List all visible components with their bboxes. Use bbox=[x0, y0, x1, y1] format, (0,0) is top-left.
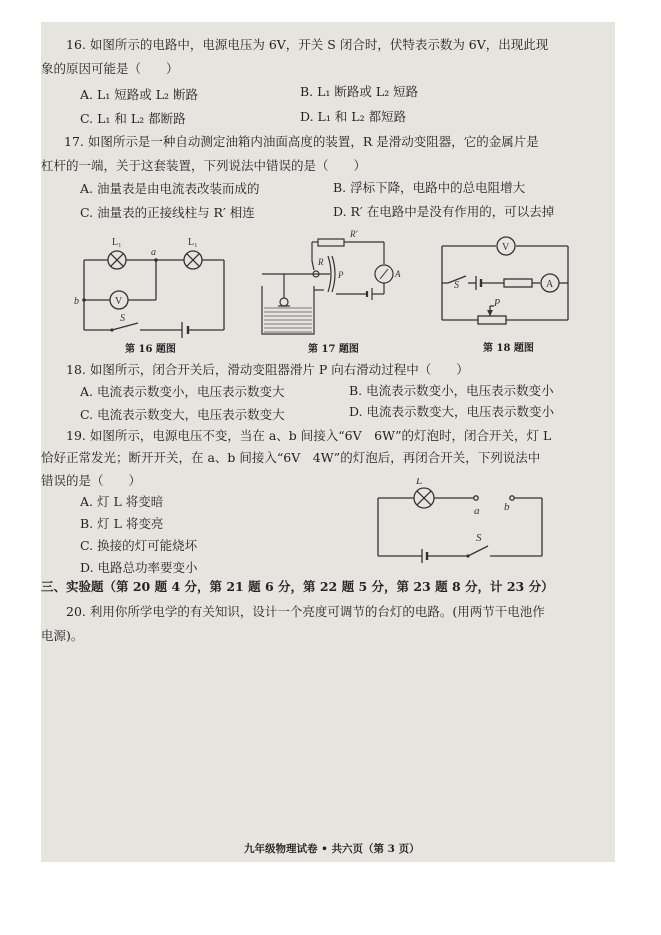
fig17-label-rprime: R′ bbox=[350, 229, 358, 239]
figure-18-caption: 第 18 题图 bbox=[483, 343, 534, 354]
figure-17-fuel-gauge bbox=[254, 226, 414, 344]
section-3-heading: 三、实验题（第 20 题 4 分，第 21 题 6 分，第 22 题 5 分，第 23 题 8 分，计 23 分） bbox=[41, 579, 554, 594]
figure-19-circuit bbox=[370, 478, 550, 568]
figure-18-circuit bbox=[434, 232, 574, 332]
figure-16-circuit bbox=[72, 232, 232, 344]
q19-option-c: C. 换接的灯可能烧坏 bbox=[80, 538, 198, 553]
q16-option-c: C. L₁ 和 L₂ 都断路 bbox=[80, 111, 186, 126]
fig16-label-a: a bbox=[151, 247, 156, 258]
q18-option-a: A. 电流表示数变小，电压表示数变大 bbox=[80, 384, 285, 399]
fig16-label-l2: L₁ bbox=[188, 237, 198, 248]
fig18-label-v: V bbox=[502, 242, 510, 253]
q19-option-d: D. 电路总功率要变小 bbox=[80, 560, 198, 575]
fig18-label-s: S bbox=[454, 280, 459, 291]
q18-option-b: B. 电流表示数变小，电压表示数变小 bbox=[349, 383, 554, 398]
figure-16-caption: 第 16 题图 bbox=[125, 344, 176, 355]
fig19-label-a: a bbox=[474, 505, 480, 517]
fig19-label-b: b bbox=[504, 501, 510, 513]
q19-option-a: A. 灯 L 将变暗 bbox=[80, 494, 164, 509]
fig17-label-a: A bbox=[395, 269, 401, 279]
q16-option-b: B. L₁ 断路或 L₂ 短路 bbox=[300, 84, 419, 99]
q16-option-d: D. L₁ 和 L₂ 都短路 bbox=[300, 109, 407, 124]
q16-stem-line1: 16. 如图所示的电路中，电源电压为 6V，开关 S 闭合时，伏特表示数为 6V，出现此现 bbox=[66, 37, 549, 52]
q20-stem-line1: 20. 利用你所学电学的有关知识，设计一个亮度可调节的台灯的电路。(用两节干电池作 bbox=[66, 604, 545, 619]
figure-17-caption: 第 17 题图 bbox=[308, 344, 359, 355]
page-footer: 九年级物理试卷 • 共六页（第 3 页） bbox=[244, 843, 420, 855]
fig18-label-p: P bbox=[494, 298, 501, 309]
q17-option-c: C. 油量表的正接线柱与 R′ 相连 bbox=[80, 205, 255, 220]
q17-stem-line1: 17. 如图所示是一种自动测定油箱内油面高度的装置，R 是滑动变阻器，它的金属片是 bbox=[64, 134, 539, 149]
fig17-label-p: P bbox=[338, 270, 344, 280]
fig16-label-l1: L₁ bbox=[112, 237, 122, 248]
q17-option-b: B. 浮标下降，电路中的总电阻增大 bbox=[333, 180, 526, 195]
q16-option-a: A. L₁ 短路或 L₂ 断路 bbox=[80, 87, 199, 102]
fig19-label-s: S bbox=[476, 532, 482, 544]
q16-stem-line2: 象的原因可能是（ ） bbox=[41, 61, 179, 76]
fig16-label-v: V bbox=[115, 296, 123, 307]
q19-stem-line1: 19. 如图所示，电源电压不变，当在 a、b 间接入“6V 6W”的灯泡时，闭合开关，灯 L bbox=[66, 428, 552, 443]
q18-stem: 18. 如图所示，闭合开关后，滑动变阻器滑片 P 向右滑动过程中（ ） bbox=[66, 362, 469, 377]
q17-stem-line2: 杠杆的一端，关于这套装置，下列说法中错误的是（ ） bbox=[41, 158, 367, 173]
q17-option-d: D. R′ 在电路中是没有作用的，可以去掉 bbox=[333, 204, 555, 219]
fig17-label-r: R bbox=[318, 257, 324, 267]
q19-option-b: B. 灯 L 将变亮 bbox=[80, 516, 164, 531]
q19-stem-line2: 恰好正常发光；断开开关，在 a、b 间接入“6V 4W”的灯泡后，再闭合开关，下列说法中 bbox=[41, 450, 541, 465]
fig19-label-l: L bbox=[416, 478, 423, 487]
fig16-label-s: S bbox=[120, 313, 125, 324]
q18-option-d: D. 电流表示数变大，电压表示数变小 bbox=[349, 404, 555, 419]
fig16-label-b: b bbox=[74, 296, 79, 307]
q19-stem-line3: 错误的是（ ） bbox=[41, 473, 142, 488]
fig18-label-a: A bbox=[546, 279, 554, 290]
q18-option-c: C. 电流表示数变大，电压表示数变大 bbox=[80, 407, 285, 422]
q17-option-a: A. 油量表是由电流表改装而成的 bbox=[80, 181, 260, 196]
q20-stem-line2: 电源)。 bbox=[41, 628, 84, 643]
